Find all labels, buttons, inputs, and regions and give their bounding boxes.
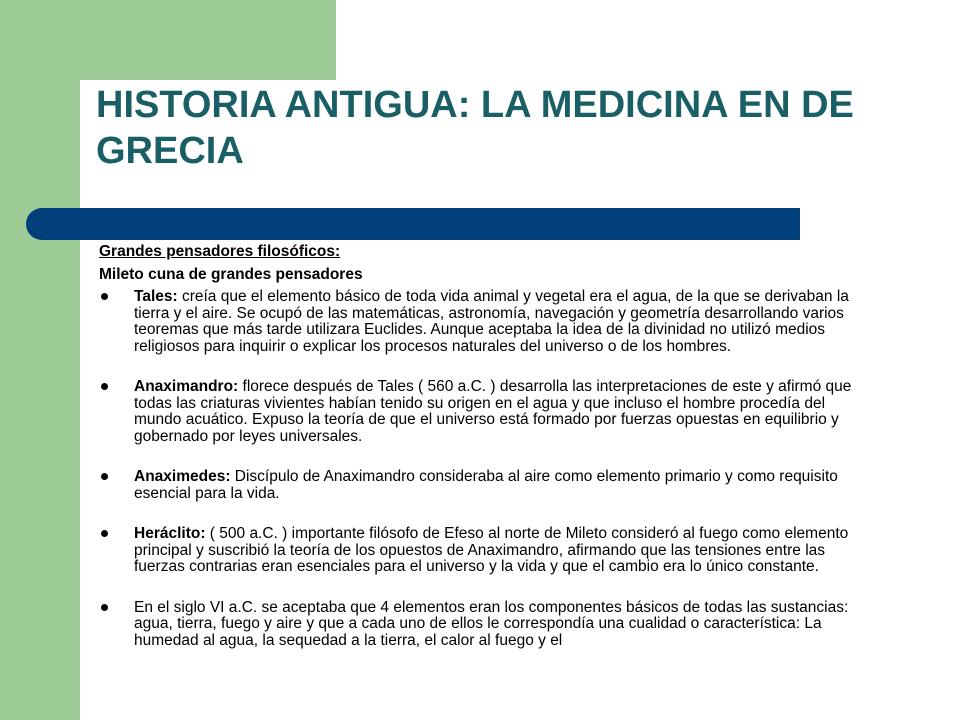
bullet-text: ( 500 a.C. ) importante filósofo de Efeso al norte de Mileto consideró al fuego como elemento principal y suscribió la teoría de los opuestos de Anaximandro, afirmando que las tensiones entre las fuerzas contrarias eran esenciales para el universo y la vida y que el cambio era lo único constante. — [134, 525, 849, 575]
bullet-dot-icon — [101, 604, 108, 611]
bullet-item-elementos — [99, 600, 869, 650]
slide-body — [99, 244, 869, 673]
section-heading: Grandes pensadores filosóficos: — [99, 243, 341, 260]
bullet-dot-icon — [101, 293, 108, 300]
slide-title: HISTORIA ANTIGUA: LA MEDICINA EN DE GRECIA — [96, 84, 854, 172]
bullet-text: florece después de Tales ( 560 a.C. ) desarrolla las interpretaciones de este y afirmó que todas las criaturas vivientes habían tenido su origen en el agua y que incluso el hombre procedía del mundo acuático. Expuso la teoría de que el universo está formado por fuerzas opuestas en equilibrio y gobernado por leyes universales. — [134, 378, 852, 445]
bullet-item-heraclito — [99, 526, 869, 576]
bullet-dot-icon — [101, 383, 108, 390]
bullet-list — [99, 289, 869, 649]
bullet-text: Discípulo de Anaximandro consideraba al aire como elemento primario y como requisito esencial para la vida. — [134, 468, 838, 502]
bullet-text: En el siglo VI a.C. se aceptaba que 4 elementos eran los componentes básicos de todas las sustancias: agua, tierra, fuego y aire y que a cada uno de ellos le correspondía una cualidad o característica: La humedad al agua, la sequedad a la tierra, el calor al fuego y el — [134, 598, 849, 649]
bullet-dot-icon — [101, 530, 108, 537]
bullet-item-tales — [99, 289, 869, 355]
philosopher-name: Anaximandro: — [134, 378, 239, 395]
section-subheading: Mileto cuna de grandes pensadores — [99, 265, 363, 283]
bullet-item-anaximedes — [99, 469, 869, 502]
title-divider-bar — [26, 208, 800, 240]
philosopher-name: Anaximedes: — [134, 468, 231, 485]
bullet-dot-icon — [101, 473, 108, 480]
bullet-text: creía que el elemento básico de toda vida animal y vegetal era el agua, de la que se derivaban la tierra y el aire. Se ocupó de las matemáticas, astronomía, navegación y geometría desarrollando varios teoremas que más tarde utilizara Euclides. Aunque aceptaba la idea de la divinidad no utilizó medios religiosos para inquirir o explicar los procesos naturales del universo o de los hombres. — [134, 288, 849, 355]
philosopher-name: Heráclito: — [134, 525, 206, 542]
bullet-item-anaximandro — [99, 379, 869, 445]
philosopher-name: Tales: — [134, 288, 178, 305]
